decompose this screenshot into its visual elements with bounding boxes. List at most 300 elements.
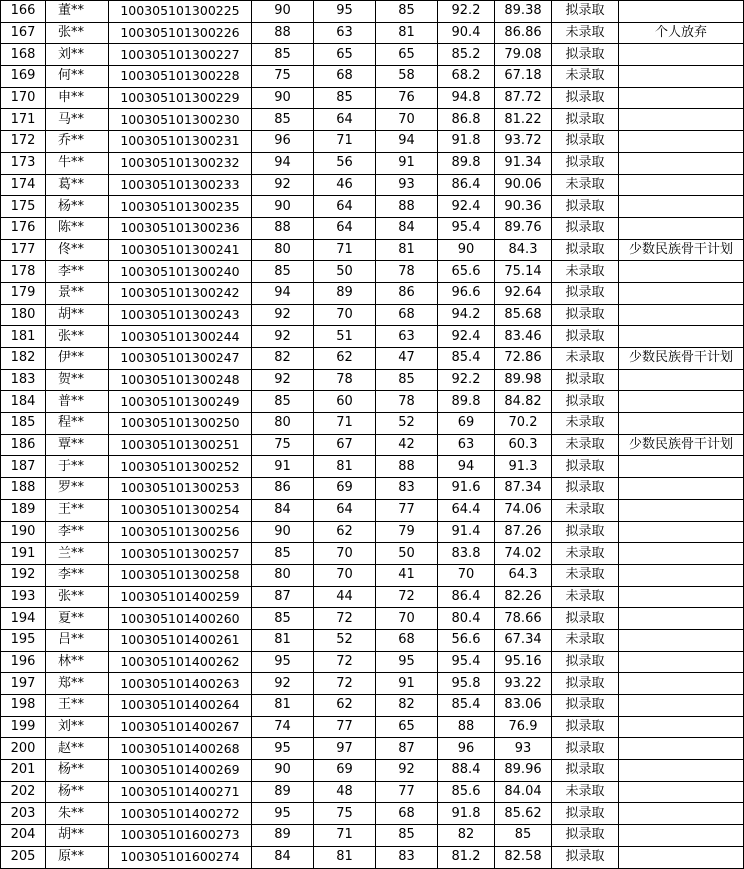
score2-cell: 62 — [314, 521, 376, 543]
interview-score-cell: 69 — [438, 413, 495, 435]
name-cell: 张** — [46, 22, 109, 44]
score1-cell: 80 — [252, 239, 314, 261]
remark-cell — [619, 1, 744, 23]
status-cell: 拟录取 — [552, 803, 619, 825]
remark-cell: 个人放弃 — [619, 22, 744, 44]
score1-cell: 88 — [252, 217, 314, 239]
remark-cell — [619, 391, 744, 413]
table-row — [1, 695, 744, 717]
score2-cell: 63 — [314, 22, 376, 44]
interview-score-cell: 92.4 — [438, 326, 495, 348]
score1-cell: 85 — [252, 543, 314, 565]
exam-id-cell: 100305101400263 — [109, 673, 252, 695]
score3-cell: 82 — [376, 695, 438, 717]
remark-cell — [619, 304, 744, 326]
seq-cell: 179 — [1, 282, 46, 304]
total-score-cell: 64.3 — [495, 564, 552, 586]
total-score-cell: 85.68 — [495, 304, 552, 326]
score1-cell: 90 — [252, 87, 314, 109]
score2-cell: 97 — [314, 738, 376, 760]
interview-score-cell: 91.8 — [438, 131, 495, 153]
table-body — [1, 1, 744, 869]
score3-cell: 83 — [376, 478, 438, 500]
exam-id-cell: 100305101300256 — [109, 521, 252, 543]
name-cell: 葛** — [46, 174, 109, 196]
score2-cell: 69 — [314, 478, 376, 500]
total-score-cell: 95.16 — [495, 651, 552, 673]
seq-cell: 177 — [1, 239, 46, 261]
interview-score-cell: 65.6 — [438, 261, 495, 283]
remark-cell — [619, 781, 744, 803]
status-cell: 拟录取 — [552, 608, 619, 630]
score3-cell: 83 — [376, 846, 438, 868]
interview-score-cell: 90.4 — [438, 22, 495, 44]
score3-cell: 94 — [376, 131, 438, 153]
seq-cell: 203 — [1, 803, 46, 825]
score3-cell: 91 — [376, 673, 438, 695]
total-score-cell: 76.9 — [495, 716, 552, 738]
exam-id-cell: 100305101300251 — [109, 434, 252, 456]
score3-cell: 92 — [376, 760, 438, 782]
name-cell: 胡** — [46, 825, 109, 847]
status-cell: 拟录取 — [552, 673, 619, 695]
score3-cell: 68 — [376, 803, 438, 825]
exam-id-cell: 100305101300232 — [109, 152, 252, 174]
score2-cell: 71 — [314, 131, 376, 153]
table-row — [1, 217, 744, 239]
exam-id-cell: 100305101300242 — [109, 282, 252, 304]
total-score-cell: 60.3 — [495, 434, 552, 456]
remark-cell — [619, 131, 744, 153]
score2-cell: 64 — [314, 109, 376, 131]
status-cell: 未录取 — [552, 629, 619, 651]
score3-cell: 78 — [376, 261, 438, 283]
seq-cell: 180 — [1, 304, 46, 326]
remark-cell: 少数民族骨干计划 — [619, 434, 744, 456]
score1-cell: 81 — [252, 629, 314, 651]
score3-cell: 76 — [376, 87, 438, 109]
table-row — [1, 369, 744, 391]
status-cell: 拟录取 — [552, 87, 619, 109]
score1-cell: 91 — [252, 456, 314, 478]
remark-cell — [619, 152, 744, 174]
remark-cell — [619, 825, 744, 847]
seq-cell: 195 — [1, 629, 46, 651]
exam-id-cell: 100305101400260 — [109, 608, 252, 630]
seq-cell: 190 — [1, 521, 46, 543]
interview-score-cell: 94 — [438, 456, 495, 478]
seq-cell: 174 — [1, 174, 46, 196]
remark-cell — [619, 87, 744, 109]
status-cell: 拟录取 — [552, 369, 619, 391]
score2-cell: 52 — [314, 629, 376, 651]
score3-cell: 68 — [376, 629, 438, 651]
score3-cell: 85 — [376, 369, 438, 391]
score3-cell: 42 — [376, 434, 438, 456]
total-score-cell: 89.76 — [495, 217, 552, 239]
score2-cell: 70 — [314, 304, 376, 326]
interview-score-cell: 91.4 — [438, 521, 495, 543]
remark-cell — [619, 629, 744, 651]
total-score-cell: 78.66 — [495, 608, 552, 630]
seq-cell: 197 — [1, 673, 46, 695]
status-cell: 拟录取 — [552, 131, 619, 153]
exam-id-cell: 100305101300244 — [109, 326, 252, 348]
interview-score-cell: 91.8 — [438, 803, 495, 825]
score1-cell: 92 — [252, 174, 314, 196]
status-cell: 拟录取 — [552, 304, 619, 326]
score3-cell: 70 — [376, 608, 438, 630]
score1-cell: 89 — [252, 825, 314, 847]
total-score-cell: 93.72 — [495, 131, 552, 153]
interview-score-cell: 95.8 — [438, 673, 495, 695]
total-score-cell: 93 — [495, 738, 552, 760]
table-row — [1, 239, 744, 261]
total-score-cell: 89.98 — [495, 369, 552, 391]
score1-cell: 95 — [252, 803, 314, 825]
exam-id-cell: 100305101400259 — [109, 586, 252, 608]
status-cell: 拟录取 — [552, 521, 619, 543]
interview-score-cell: 83.8 — [438, 543, 495, 565]
score1-cell: 75 — [252, 434, 314, 456]
score3-cell: 52 — [376, 413, 438, 435]
score3-cell: 85 — [376, 825, 438, 847]
score3-cell: 87 — [376, 738, 438, 760]
score3-cell: 41 — [376, 564, 438, 586]
score1-cell: 92 — [252, 369, 314, 391]
total-score-cell: 84.82 — [495, 391, 552, 413]
exam-id-cell: 100305101300254 — [109, 499, 252, 521]
name-cell: 张** — [46, 586, 109, 608]
score1-cell: 82 — [252, 348, 314, 370]
table-row — [1, 304, 744, 326]
name-cell: 林** — [46, 651, 109, 673]
exam-id-cell: 100305101300228 — [109, 66, 252, 88]
score2-cell: 62 — [314, 348, 376, 370]
score1-cell: 85 — [252, 391, 314, 413]
exam-id-cell: 100305101300230 — [109, 109, 252, 131]
name-cell: 何** — [46, 66, 109, 88]
score2-cell: 64 — [314, 499, 376, 521]
seq-cell: 196 — [1, 651, 46, 673]
seq-cell: 171 — [1, 109, 46, 131]
seq-cell: 175 — [1, 196, 46, 218]
remark-cell — [619, 543, 744, 565]
interview-score-cell: 96.6 — [438, 282, 495, 304]
interview-score-cell: 85.2 — [438, 44, 495, 66]
seq-cell: 182 — [1, 348, 46, 370]
remark-cell — [619, 282, 744, 304]
score1-cell: 88 — [252, 22, 314, 44]
interview-score-cell: 94.2 — [438, 304, 495, 326]
score2-cell: 81 — [314, 846, 376, 868]
remark-cell: 少数民族骨干计划 — [619, 348, 744, 370]
remark-cell — [619, 564, 744, 586]
table-row — [1, 586, 744, 608]
status-cell: 拟录取 — [552, 1, 619, 23]
seq-cell: 192 — [1, 564, 46, 586]
score2-cell: 69 — [314, 760, 376, 782]
table-row — [1, 760, 744, 782]
score3-cell: 68 — [376, 304, 438, 326]
name-cell: 覃** — [46, 434, 109, 456]
status-cell: 未录取 — [552, 586, 619, 608]
table-row — [1, 478, 744, 500]
exam-id-cell: 100305101300227 — [109, 44, 252, 66]
name-cell: 杨** — [46, 196, 109, 218]
score2-cell: 85 — [314, 87, 376, 109]
name-cell: 王** — [46, 695, 109, 717]
name-cell: 王** — [46, 499, 109, 521]
interview-score-cell: 86.4 — [438, 174, 495, 196]
score2-cell: 71 — [314, 239, 376, 261]
status-cell: 未录取 — [552, 66, 619, 88]
score3-cell: 84 — [376, 217, 438, 239]
table-row — [1, 66, 744, 88]
name-cell: 朱** — [46, 803, 109, 825]
name-cell: 佟** — [46, 239, 109, 261]
table-row — [1, 803, 744, 825]
exam-id-cell: 100305101300229 — [109, 87, 252, 109]
table-row — [1, 109, 744, 131]
remark-cell — [619, 217, 744, 239]
name-cell: 申** — [46, 87, 109, 109]
seq-cell: 173 — [1, 152, 46, 174]
seq-cell: 166 — [1, 1, 46, 23]
interview-score-cell: 86.4 — [438, 586, 495, 608]
remark-cell — [619, 608, 744, 630]
exam-id-cell: 100305101400268 — [109, 738, 252, 760]
remark-cell — [619, 846, 744, 868]
interview-score-cell: 92.2 — [438, 1, 495, 23]
score1-cell: 86 — [252, 478, 314, 500]
remark-cell — [619, 66, 744, 88]
table-row — [1, 629, 744, 651]
status-cell: 拟录取 — [552, 282, 619, 304]
seq-cell: 181 — [1, 326, 46, 348]
name-cell: 陈** — [46, 217, 109, 239]
score1-cell: 94 — [252, 152, 314, 174]
score2-cell: 50 — [314, 261, 376, 283]
seq-cell: 170 — [1, 87, 46, 109]
score3-cell: 81 — [376, 22, 438, 44]
table-row — [1, 1, 744, 23]
status-cell: 拟录取 — [552, 239, 619, 261]
name-cell: 刘** — [46, 716, 109, 738]
name-cell: 赵** — [46, 738, 109, 760]
name-cell: 原** — [46, 846, 109, 868]
score3-cell: 70 — [376, 109, 438, 131]
remark-cell — [619, 326, 744, 348]
status-cell: 未录取 — [552, 781, 619, 803]
total-score-cell: 82.58 — [495, 846, 552, 868]
interview-score-cell: 95.4 — [438, 217, 495, 239]
score2-cell: 72 — [314, 673, 376, 695]
exam-id-cell: 100305101300257 — [109, 543, 252, 565]
table-row — [1, 174, 744, 196]
seq-cell: 188 — [1, 478, 46, 500]
total-score-cell: 86.86 — [495, 22, 552, 44]
interview-score-cell: 88.4 — [438, 760, 495, 782]
total-score-cell: 87.34 — [495, 478, 552, 500]
interview-score-cell: 95.4 — [438, 651, 495, 673]
exam-id-cell: 100305101300243 — [109, 304, 252, 326]
interview-score-cell: 56.6 — [438, 629, 495, 651]
score2-cell: 72 — [314, 608, 376, 630]
exam-id-cell: 100305101300241 — [109, 239, 252, 261]
score2-cell: 51 — [314, 326, 376, 348]
score2-cell: 44 — [314, 586, 376, 608]
name-cell: 马** — [46, 109, 109, 131]
remark-cell — [619, 413, 744, 435]
score2-cell: 60 — [314, 391, 376, 413]
remark-cell — [619, 261, 744, 283]
score3-cell: 77 — [376, 499, 438, 521]
score1-cell: 95 — [252, 738, 314, 760]
table-row — [1, 738, 744, 760]
score1-cell: 92 — [252, 326, 314, 348]
score3-cell: 85 — [376, 1, 438, 23]
name-cell: 杨** — [46, 781, 109, 803]
exam-id-cell: 100305101300252 — [109, 456, 252, 478]
score1-cell: 75 — [252, 66, 314, 88]
name-cell: 杨** — [46, 760, 109, 782]
score1-cell: 81 — [252, 695, 314, 717]
seq-cell: 199 — [1, 716, 46, 738]
status-cell: 拟录取 — [552, 651, 619, 673]
table-row — [1, 434, 744, 456]
score1-cell: 90 — [252, 760, 314, 782]
table-row — [1, 543, 744, 565]
seq-cell: 187 — [1, 456, 46, 478]
status-cell: 拟录取 — [552, 760, 619, 782]
total-score-cell: 72.86 — [495, 348, 552, 370]
seq-cell: 176 — [1, 217, 46, 239]
table-row — [1, 413, 744, 435]
remark-cell — [619, 174, 744, 196]
score1-cell: 87 — [252, 586, 314, 608]
exam-id-cell: 100305101300249 — [109, 391, 252, 413]
interview-score-cell: 90 — [438, 239, 495, 261]
score1-cell: 74 — [252, 716, 314, 738]
total-score-cell: 67.18 — [495, 66, 552, 88]
exam-id-cell: 100305101300258 — [109, 564, 252, 586]
name-cell: 景** — [46, 282, 109, 304]
status-cell: 未录取 — [552, 543, 619, 565]
score1-cell: 92 — [252, 304, 314, 326]
score2-cell: 81 — [314, 456, 376, 478]
interview-score-cell: 85.4 — [438, 695, 495, 717]
score2-cell: 64 — [314, 196, 376, 218]
remark-cell — [619, 369, 744, 391]
table-row — [1, 564, 744, 586]
name-cell: 夏** — [46, 608, 109, 630]
score3-cell: 79 — [376, 521, 438, 543]
table-row — [1, 499, 744, 521]
score2-cell: 65 — [314, 44, 376, 66]
table-row — [1, 87, 744, 109]
score2-cell: 78 — [314, 369, 376, 391]
score1-cell: 85 — [252, 608, 314, 630]
exam-id-cell: 100305101300247 — [109, 348, 252, 370]
name-cell: 普** — [46, 391, 109, 413]
interview-score-cell: 91.6 — [438, 478, 495, 500]
score1-cell: 84 — [252, 846, 314, 868]
score3-cell: 77 — [376, 781, 438, 803]
status-cell: 拟录取 — [552, 695, 619, 717]
score1-cell: 90 — [252, 1, 314, 23]
total-score-cell: 93.22 — [495, 673, 552, 695]
name-cell: 胡** — [46, 304, 109, 326]
score3-cell: 88 — [376, 456, 438, 478]
interview-score-cell: 80.4 — [438, 608, 495, 630]
score1-cell: 80 — [252, 413, 314, 435]
exam-id-cell: 100305101300236 — [109, 217, 252, 239]
exam-id-cell: 100305101300240 — [109, 261, 252, 283]
seq-cell: 193 — [1, 586, 46, 608]
total-score-cell: 89.96 — [495, 760, 552, 782]
exam-id-cell: 100305101300225 — [109, 1, 252, 23]
total-score-cell: 74.06 — [495, 499, 552, 521]
total-score-cell: 85.62 — [495, 803, 552, 825]
score1-cell: 80 — [252, 564, 314, 586]
exam-id-cell: 100305101300231 — [109, 131, 252, 153]
interview-score-cell: 86.8 — [438, 109, 495, 131]
exam-id-cell: 100305101300253 — [109, 478, 252, 500]
name-cell: 李** — [46, 564, 109, 586]
name-cell: 伊** — [46, 348, 109, 370]
table-row — [1, 391, 744, 413]
score2-cell: 67 — [314, 434, 376, 456]
remark-cell — [619, 499, 744, 521]
table-row — [1, 521, 744, 543]
table-row — [1, 781, 744, 803]
score2-cell: 77 — [314, 716, 376, 738]
remark-cell — [619, 716, 744, 738]
remark-cell — [619, 586, 744, 608]
name-cell: 郑** — [46, 673, 109, 695]
remark-cell — [619, 521, 744, 543]
total-score-cell: 83.46 — [495, 326, 552, 348]
name-cell: 吕** — [46, 629, 109, 651]
status-cell: 拟录取 — [552, 478, 619, 500]
exam-id-cell: 100305101400269 — [109, 760, 252, 782]
remark-cell — [619, 456, 744, 478]
score3-cell: 93 — [376, 174, 438, 196]
status-cell: 拟录取 — [552, 716, 619, 738]
score2-cell: 70 — [314, 564, 376, 586]
seq-cell: 202 — [1, 781, 46, 803]
remark-cell — [619, 44, 744, 66]
score1-cell: 85 — [252, 109, 314, 131]
score3-cell: 95 — [376, 651, 438, 673]
status-cell: 未录取 — [552, 413, 619, 435]
score3-cell: 65 — [376, 44, 438, 66]
score1-cell: 95 — [252, 651, 314, 673]
status-cell: 拟录取 — [552, 456, 619, 478]
status-cell: 未录取 — [552, 564, 619, 586]
exam-id-cell: 100305101400262 — [109, 651, 252, 673]
interview-score-cell: 63 — [438, 434, 495, 456]
score1-cell: 90 — [252, 196, 314, 218]
status-cell: 拟录取 — [552, 152, 619, 174]
exam-id-cell: 100305101400264 — [109, 695, 252, 717]
status-cell: 未录取 — [552, 434, 619, 456]
table-row — [1, 825, 744, 847]
seq-cell: 201 — [1, 760, 46, 782]
exam-id-cell: 100305101600274 — [109, 846, 252, 868]
remark-cell — [619, 478, 744, 500]
